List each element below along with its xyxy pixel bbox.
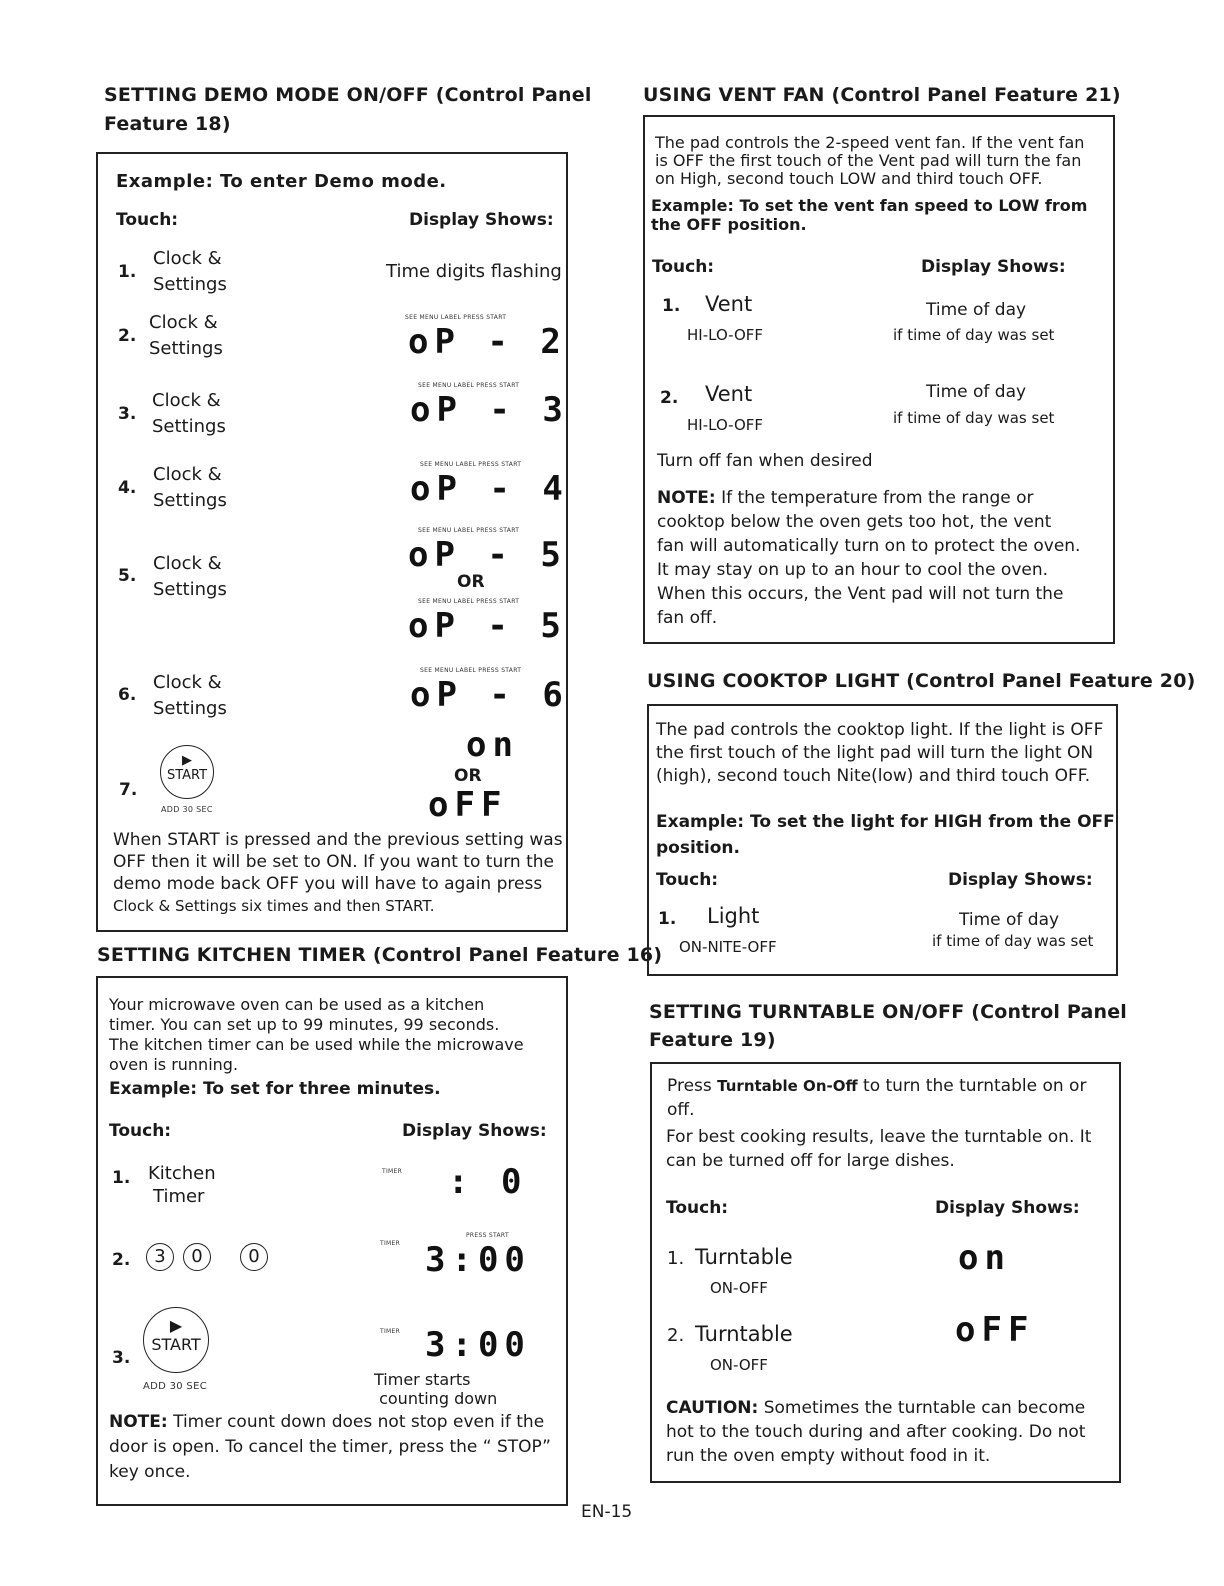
demo-display-segment: oP - 2	[408, 322, 567, 362]
demo-display-segment: oP - 5	[408, 606, 567, 646]
or-label: OR	[454, 766, 482, 786]
turntable-pad: Turntable	[695, 1245, 793, 1269]
light-example: Example: To set the light for HIGH from the OFF position.	[656, 812, 1115, 858]
clock-settings-pad: Clock & Settings	[153, 672, 227, 719]
demo-display-segment: oP - 3	[410, 390, 569, 430]
vent-example: Example: To set the vent fan speed to LOW from the OFF position.	[651, 196, 1088, 234]
vent-heading: USING VENT FAN (Control Panel Feature 21)	[643, 84, 1121, 106]
turntable-heading-line2: Feature 19)	[649, 1029, 776, 1051]
display-indicator: SEE MENU LABEL PRESS START	[418, 382, 520, 389]
play-icon: ▶	[169, 1316, 183, 1335]
display-indicator: SEE MENU LABEL PRESS START	[420, 461, 522, 468]
turntable-caution: CAUTION: Sometimes the turntable can become hot to the touch during and after cooking. Do not run the oven empty without food in it.	[666, 1398, 1086, 1466]
demo-display-text: Time digits flashing	[386, 261, 562, 282]
digit-0-button: 0	[183, 1243, 211, 1271]
demo-heading: SETTING DEMO MODE ON/OFF (Control Panel	[104, 84, 592, 106]
timer-touch-header: Touch:	[109, 1121, 172, 1141]
turntable-intro-2: For best cooking results, leave the turntable on. It can be turned off for large dishes.	[666, 1127, 1092, 1171]
light-touch-header: Touch:	[656, 870, 719, 890]
vent-step-number: 2.	[660, 388, 679, 408]
digit-0-button: 0	[240, 1243, 268, 1271]
start-button	[160, 745, 214, 799]
start-label: START	[151, 1335, 201, 1354]
display-indicator: SEE MENU LABEL PRESS START	[405, 314, 507, 321]
light-heading: USING COOKTOP LIGHT (Control Panel Feature 20)	[647, 670, 1196, 692]
vent-pad: Vent	[705, 382, 753, 406]
turntable-display-segment: on	[958, 1238, 1011, 1278]
turntable-pad: Turntable	[695, 1322, 793, 1346]
vent-display-header: Display Shows:	[921, 257, 1066, 277]
demo-step-number: 7.	[119, 780, 138, 800]
kitchen-timer-pad: Kitchen Timer	[148, 1163, 216, 1207]
demo-step-number: 5.	[118, 566, 137, 586]
light-step-number: 1.	[658, 909, 677, 929]
turntable-heading: SETTING TURNTABLE ON/OFF (Control Panel	[649, 1001, 1128, 1023]
turntable-step-number: 2.	[667, 1325, 685, 1346]
timer-note: NOTE: Timer count down does not stop even if the door is open. To cancel the timer, press the “ STOP” key once.	[109, 1412, 551, 1482]
turntable-display-segment: oFF	[955, 1310, 1035, 1350]
demo-display-segment: oP - 6	[410, 675, 569, 715]
vent-display-text: Time of day	[926, 300, 1027, 320]
or-label: OR	[457, 572, 485, 592]
clock-settings-pad: Clock & Settings	[153, 464, 227, 511]
vent-intro: The pad controls the 2-speed vent fan. If the vent fan is OFF the first touch of the Vent pad will turn the fan on High, second touch LOW and third touch OFF.	[655, 133, 1085, 188]
demo-touch-header: Touch:	[116, 210, 179, 230]
start-button	[143, 1307, 209, 1373]
demo-step-number: 6.	[118, 685, 137, 705]
turntable-pad-sub: ON-OFF	[710, 1279, 768, 1297]
clock-settings-pad: Clock & Settings	[153, 553, 227, 600]
vent-display-sub: if time of day was set	[893, 409, 1055, 427]
vent-touch-header: Touch:	[652, 257, 715, 277]
vent-note: NOTE: If the temperature from the range or cooktop below the oven gets too hot, the vent fan will automatically turn on to protect the oven. It may stay on up to an hour to cool the oven. When this occurs, the Vent pad will not turn the fan off.	[657, 488, 1081, 628]
timer-step-number: 2.	[112, 1250, 131, 1270]
light-display-text: Time of day	[959, 910, 1060, 930]
timer-indicator: TIMER	[382, 1168, 403, 1175]
light-display-header: Display Shows:	[948, 870, 1093, 890]
timer-starts-text: Timer starts counting down	[374, 1370, 498, 1408]
demo-example: Example: To enter Demo mode.	[116, 171, 447, 192]
light-display-sub: if time of day was set	[932, 932, 1094, 950]
light-pad-sub: ON-NITE-OFF	[679, 938, 777, 956]
timer-display-segment: : 0	[448, 1162, 528, 1202]
demo-step-number: 3.	[118, 404, 137, 424]
display-indicator: SEE MENU LABEL PRESS START	[420, 667, 522, 674]
timer-example: Example: To set for three minutes.	[109, 1079, 441, 1099]
light-intro: The pad controls the cooktop light. If the light is OFF the first touch of the light pad will turn the light ON (high), second touch Nite(low) and third touch OFF.	[656, 720, 1104, 786]
page-number: EN-15	[581, 1502, 633, 1522]
turntable-intro-1: Press Turntable On-Off to turn the turntable on or off.	[667, 1076, 1087, 1120]
timer-display-header: Display Shows:	[402, 1121, 547, 1141]
timer-display-segment: 3:00	[425, 1325, 531, 1365]
vent-pad: Vent	[705, 292, 753, 316]
demo-heading-line2: Feature 18)	[104, 113, 231, 135]
light-pad: Light	[707, 904, 760, 928]
timer-step-number: 1.	[112, 1168, 131, 1188]
play-icon: ▶	[182, 753, 192, 768]
add-30-sec-label: ADD 30 SEC	[143, 1381, 207, 1392]
demo-step-number: 4.	[118, 478, 137, 498]
clock-settings-pad: Clock & Settings	[153, 248, 227, 295]
vent-pad-sub: HI-LO-OFF	[687, 416, 764, 434]
clock-settings-pad: Clock & Settings	[152, 390, 226, 437]
turntable-display-header: Display Shows:	[935, 1198, 1080, 1218]
start-label: START	[166, 768, 208, 783]
demo-display-segment: oP - 4	[410, 469, 569, 509]
clock-settings-pad: Clock & Settings	[149, 312, 223, 359]
digit-3-button: 3	[146, 1243, 174, 1271]
vent-display-sub: if time of day was set	[893, 326, 1055, 344]
demo-display-segment: oP - 5	[408, 535, 567, 575]
timer-indicator: TIMER	[380, 1328, 401, 1335]
timer-intro: Your microwave oven can be used as a kitchen timer. You can set up to 99 minutes, 99 seconds. The kitchen timer can be used while the microwave oven is running.	[109, 995, 524, 1074]
press-start-indicator: PRESS START	[466, 1232, 509, 1239]
vent-turnoff: Turn off fan when desired	[657, 451, 873, 471]
turntable-step-number: 1.	[667, 1248, 685, 1269]
turntable-touch-header: Touch:	[666, 1198, 729, 1218]
vent-display-text: Time of day	[926, 382, 1027, 402]
timer-display-segment: 3:00	[425, 1240, 531, 1280]
demo-display-segment: on	[466, 725, 519, 765]
timer-indicator: TIMER	[380, 1240, 401, 1247]
demo-note: When START is pressed and the previous setting was OFF then it will be set to ON. If you want to turn the demo mode back OFF you will have to again press Clock & Settings six times and then START.	[113, 830, 563, 915]
timer-heading: SETTING KITCHEN TIMER (Control Panel Feature 16)	[97, 944, 663, 966]
display-indicator: SEE MENU LABEL PRESS START	[418, 598, 520, 605]
add-30-sec-label: ADD 30 SEC	[161, 805, 213, 814]
timer-step-number: 3.	[112, 1348, 131, 1368]
vent-pad-sub: HI-LO-OFF	[687, 326, 764, 344]
demo-display-header: Display Shows:	[409, 210, 554, 230]
vent-step-number: 1.	[662, 296, 681, 316]
display-indicator: SEE MENU LABEL PRESS START	[418, 527, 520, 534]
turntable-pad-sub: ON-OFF	[710, 1356, 768, 1374]
demo-display-segment: oFF	[428, 785, 508, 825]
demo-step-number: 2.	[118, 326, 137, 346]
demo-step-number: 1.	[118, 262, 137, 282]
